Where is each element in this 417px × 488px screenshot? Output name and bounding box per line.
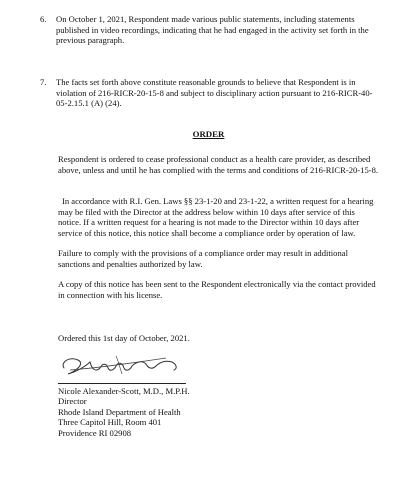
order-heading: ORDER	[192, 129, 225, 139]
ordered-date-line: Ordered this 1st day of October, 2021.	[58, 333, 190, 343]
signatory-address-line2: Providence RI 02908	[58, 427, 132, 438]
paragraph-text: Respondent is ordered to cease professional conduct as a health care provider, as described above, unless and until he has complied with the terms and conditions of 216-RICR-20-15-8.	[58, 154, 379, 175]
signature-image	[56, 348, 186, 380]
item-text: On October 1, 2021, Respondent made various public statements, including statements published in video recordings, indicating that he had engaged in the activity set forth in the previous paragraph.	[56, 14, 369, 46]
order-paragraph-copy	[58, 279, 380, 300]
signatory-title: Director	[58, 396, 87, 407]
numbered-item-7	[40, 77, 375, 109]
order-paragraph-hearing	[58, 196, 380, 238]
order-paragraph-failure	[58, 248, 380, 269]
signatory-name: Nicole Alexander-Scott, M.D., M.P.H.	[58, 386, 190, 396]
order-paragraph-cease	[58, 154, 380, 175]
item-number: 7.	[40, 77, 47, 87]
paragraph-text: Failure to comply with the provisions of a compliance order may result in additional sanctions and penalties authorized by law.	[58, 248, 348, 269]
signatory-department: Rhode Island Department of Health	[58, 406, 181, 417]
paragraph-text: In accordance with R.I. Gen. Laws §§ 23-1-20 and 23-1-22, a written request for a hearing may be filed with the Director at the address below within 10 days after service of this notice. If a written request for a hearing is not made to the Director within 10 days after service of this notice, this notice shall become a compliance order by operation of law.	[58, 196, 374, 238]
item-text: The facts set forth above constitute reasonable grounds to believe that Respondent is in violation of 216-RICR-20-15-8 and subject to disciplinary action pursuant to 216-RICR-40-05-2.15.1 (A) (24).	[56, 77, 373, 109]
numbered-item-6	[40, 14, 375, 46]
signature-block	[58, 386, 258, 438]
signature-line	[58, 383, 186, 384]
paragraph-text: A copy of this notice has been sent to the Respondent electronically via the contact provided in connection with his license.	[58, 279, 376, 300]
signatory-address-line1: Three Capitol Hill, Room 401	[58, 417, 162, 428]
item-number: 6.	[40, 14, 47, 24]
